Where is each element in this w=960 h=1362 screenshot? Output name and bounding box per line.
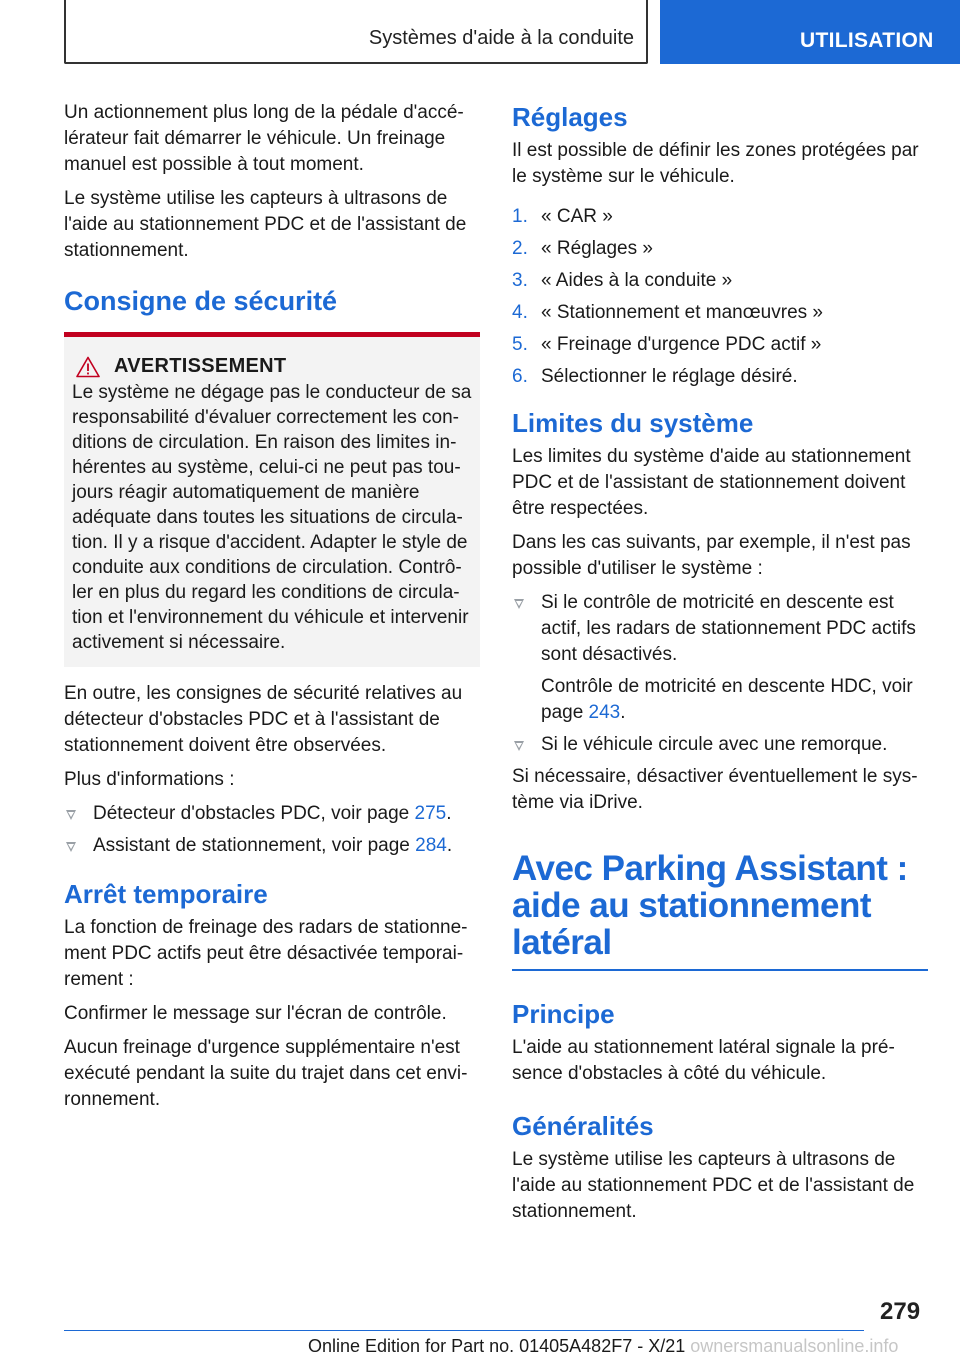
left-column <box>64 100 480 1121</box>
section-title: Systèmes d'aide à la conduite <box>368 27 634 49</box>
sub-paragraph: Contrôle de motricité en descente HDC, voir page 243. <box>541 676 913 723</box>
list-item: 5. « Freinage d'urgence PDC actif » <box>512 334 822 355</box>
paragraph: Si nécessaire, désactiver éventuellement le sys- tème via iDrive. <box>512 766 918 813</box>
paragraph: La fonction de freinage des radars de stationne- ment PDC actifs peut être désactivée temporai- rement : <box>64 917 468 990</box>
right-column <box>512 100 928 1233</box>
warning-title: AVERTISSEMENT <box>114 355 287 377</box>
warning-header <box>72 355 474 378</box>
warning-triangle-icon <box>76 356 100 378</box>
list-item: 1. « CAR » <box>512 206 613 227</box>
page-number: 279 <box>880 1298 921 1325</box>
footer-divider <box>64 1330 864 1331</box>
paragraph: En outre, les consignes de sécurité relatives au détecteur d'obstacles PDC et à l'assistant de stationnement doivent être observées. <box>64 683 463 756</box>
paragraph: L'aide au stationnement latéral signale la pré- sence d'obstacles à côté du véhicule. <box>512 1037 895 1084</box>
limits-heading: Limites du système <box>512 408 754 438</box>
paragraph: Confirmer le message sur l'écran de contrôle. <box>64 1003 447 1024</box>
list-item: 6. Sélectionner le réglage désiré. <box>512 366 798 387</box>
settings-heading: Réglages <box>512 102 628 132</box>
paragraph: Les limites du système d'aide au stationnement PDC et de l'assistant de stationnement doivent être respectées. <box>512 446 911 519</box>
paragraph: Le système utilise les capteurs à ultrasons de l'aide au stationnement PDC et de l'assistant de stationnement. <box>64 188 467 261</box>
warning-text: Le système ne dégage pas le conducteur de sa responsabilité d'évaluer correctement les con- ditions de circulation. En raison des limites in- hérentes au système, celui-ci ne peut pas tou- jours réagir automatiquement de manière adéquate dans toutes les situations de circula- tion. Il y a risque d'accident. Adapter le style de conduite aux conditions de circulation. Contrô- ler en plus du regard les conditions de circula- tion et l'environnement du véhicule et intervenir activement si nécessaire. <box>72 382 472 653</box>
paragraph: Le système utilise les capteurs à ultrasons de l'aide au stationnement PDC et de l'assistant de stationnement. <box>512 1149 915 1222</box>
safety-heading: Consigne de sécurité <box>64 286 338 316</box>
section-tab <box>64 0 648 64</box>
list-item: 3. « Aides à la conduite » <box>512 270 733 291</box>
reference-list <box>64 801 480 859</box>
triangle-bullet-icon <box>66 810 76 820</box>
list-item: 4. « Stationnement et manœuvres » <box>512 302 823 323</box>
pause-heading: Arrêt temporaire <box>64 879 268 909</box>
general-heading: Généralités <box>512 1111 654 1141</box>
triangle-bullet-icon <box>514 599 524 609</box>
chapter-tab <box>660 0 960 64</box>
principle-heading: Principe <box>512 999 615 1029</box>
triangle-bullet-icon <box>514 741 524 751</box>
list-item: Si le véhicule circule avec une remorque. <box>512 732 928 758</box>
footer-edition <box>308 1336 898 1357</box>
chapter-title: UTILISATION <box>800 29 934 52</box>
paragraph: Plus d'informations : <box>64 769 235 790</box>
paragraph: Dans les cas suivants, par exemple, il n'est pas possible d'utiliser le système : <box>512 532 911 579</box>
page-link-243[interactable]: 243 <box>588 702 621 723</box>
edition-text: Online Edition for Part no. 01405A482F7 - X/21 <box>308 1336 686 1356</box>
page-link-275[interactable]: 275 <box>414 803 447 824</box>
triangle-bullet-icon <box>66 842 76 852</box>
watermark-text: ownersmanualsonline.info <box>690 1336 899 1356</box>
list-item: Détecteur d'obstacles PDC, voir page 275. <box>64 801 480 827</box>
list-item: Si le contrôle de motricité en descente est actif, les radars de stationnement PDC actifs sont désactivés. Contrôle de motricité en descente HDC, voir page 243. <box>512 590 928 726</box>
paragraph: Un actionnement plus long de la pédale d'accé- lérateur fait démarrer le véhicule. Un freinage manuel est possible à tout moment. <box>64 102 464 175</box>
settings-steps <box>512 204 928 390</box>
section-heading: Avec Parking Assistant : aide au stationnement latéral <box>512 850 928 971</box>
paragraph: Aucun freinage d'urgence supplémentaire n'est exécuté pendant la suite du trajet dans cet envi- ronnement. <box>64 1037 468 1110</box>
list-item: 2. « Réglages » <box>512 238 653 259</box>
page-header <box>0 0 960 66</box>
list-item: Assistant de stationnement, voir page 284. <box>64 833 480 859</box>
page-link-284[interactable]: 284 <box>415 835 447 856</box>
limits-list <box>512 590 928 758</box>
warning-box <box>64 332 480 667</box>
paragraph: Il est possible de définir les zones protégées par le système sur le véhicule. <box>512 140 919 187</box>
